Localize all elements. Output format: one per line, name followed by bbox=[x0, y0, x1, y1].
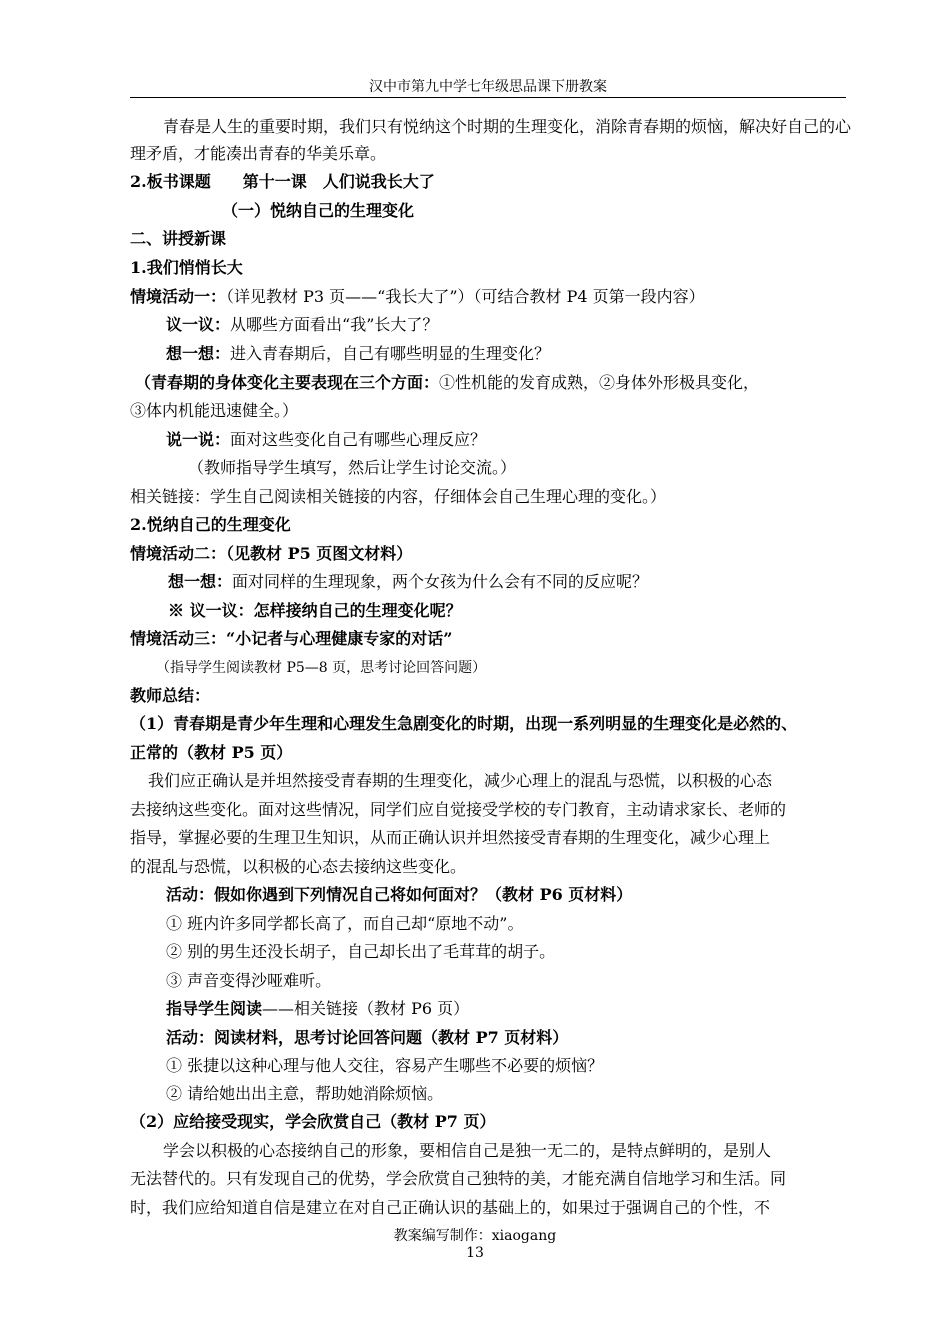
page-header: 汉中市第九中学七年级思品课下册教案 bbox=[369, 79, 607, 95]
text-line: 去接纳这些变化。面对这些情况，同学们应自觉接受学校的专门教育，主动请求家长、老师的 bbox=[130, 800, 787, 819]
note-line: （青春期的身体变化主要表现在三个方面：①性机能的发育成熟，②身体外形极具变化， bbox=[135, 373, 760, 392]
summary-point: （1）青春期是青少年生理和心理发生急剧变化的时期，出现一系列明显的生理变化是必然的、 bbox=[130, 714, 798, 733]
text-line: 时，我们应给知道自信是建立在对自己正确认识的基础上的，如果过于强调自己的个性，不 bbox=[130, 1198, 771, 1217]
text-line: （指导学生阅读教材 P5—8 页，思考讨论回答问题） bbox=[156, 660, 487, 676]
activity-line: 活动：阅读材料，思考讨论回答问题（教材 P7 页材料） bbox=[166, 1028, 569, 1047]
text-line: 我们应正确认是并坦然接受青春期的生理变化，减少心理上的混乱与恐慌，以积极的心态 bbox=[148, 771, 773, 790]
activity-one: 情境活动一：（详见教材 P3 页——“我长大了”）（可结合教材 P4 页第一段内容） bbox=[130, 287, 705, 306]
heading-part: 二、讲授新课 bbox=[130, 229, 227, 248]
activity-three: 情境活动三：“小记者与心理健康专家的对话” bbox=[130, 629, 453, 648]
think-line: 想一想：面对同样的生理现象，两个女孩为什么会有不同的反应呢？ bbox=[168, 572, 649, 591]
list-item: ② 别的男生还没长胡子，自己却长出了毛茸茸的胡子。 bbox=[166, 942, 556, 961]
text-line: 学会以积极的心态接纳自己的形象，要相信自己是独一无二的，是特点鲜明的，是别人 bbox=[163, 1141, 772, 1160]
heading-sub: 2.悦纳自己的生理变化 bbox=[130, 515, 291, 534]
list-item: ② 请给她出出主意，帮助她消除烦恼。 bbox=[166, 1084, 444, 1103]
text-line: 指导，掌握必要的生理卫生知识，从而正确认识并坦然接受青春期的生理变化，减少心理上 bbox=[130, 828, 771, 847]
text-line: （教师指导学生填写，然后让学生讨论交流。） bbox=[188, 458, 517, 477]
summary-point: 正常的（教材 P5 页） bbox=[130, 743, 293, 762]
heading-sub: 1.我们悄悄长大 bbox=[130, 258, 243, 277]
list-item: ③ 声音变得沙哑难听。 bbox=[166, 971, 332, 990]
heading-lesson: 2.板书课题 第十一课 人们说我长大了 bbox=[130, 172, 435, 191]
activity-two: 情境活动二：（见教材 P5 页图文材料） bbox=[130, 544, 413, 563]
text-line: 相关链接：学生自己阅读相关链接的内容，仔细体会自己生理心理的变化。） bbox=[130, 487, 667, 506]
text-line: 理矛盾，才能凑出青春的华美乐章。 bbox=[130, 144, 387, 163]
header-rule bbox=[130, 97, 846, 98]
text-line: 青春是人生的重要时期，我们只有悦纳这个时期的生理变化，消除青春期的烦恼，解决好自己的心 bbox=[163, 117, 852, 136]
note-line: ③体内机能迅速健全。） bbox=[130, 401, 299, 420]
list-item: ① 班内许多同学都长高了，而自己却“原地不动”。 bbox=[166, 914, 524, 933]
text-line: 的混乱与恐慌，以积极的心态去接纳这些变化。 bbox=[130, 857, 467, 876]
summary-point: （2）应给接受现实，学会欣赏自己（教材 P7 页） bbox=[130, 1112, 496, 1131]
page-number: 13 bbox=[466, 1245, 484, 1261]
say-line: 说一说：面对这些变化自己有哪些心理反应？ bbox=[166, 430, 487, 449]
footer-author: 教案编写制作：xiaogang bbox=[393, 1228, 557, 1244]
think-line: 想一想：进入青春期后，自己有哪些明显的生理变化？ bbox=[166, 344, 551, 363]
heading-summary: 教师总结： bbox=[130, 686, 211, 705]
discuss-line: ※ 议一议：怎样接纳自己的生理变化呢？ bbox=[168, 601, 462, 620]
activity-line: 活动：假如你遇到下列情况自己将如何面对？（教材 P6 页材料） bbox=[166, 885, 633, 904]
discuss-line: 议一议：从哪些方面看出“我”长大了？ bbox=[166, 315, 439, 334]
reading-line: 指导学生阅读——相关链接（教材 P6 页） bbox=[166, 999, 470, 1018]
heading-section: （一）悦纳自己的生理变化 bbox=[222, 201, 415, 220]
text-line: 无法替代的。只有发现自己的优势，学会欣赏自己独特的美，才能充满自信地学习和生活。同 bbox=[130, 1169, 787, 1188]
list-item: ① 张捷以这种心理与他人交往，容易产生哪些不必要的烦恼？ bbox=[166, 1056, 604, 1075]
